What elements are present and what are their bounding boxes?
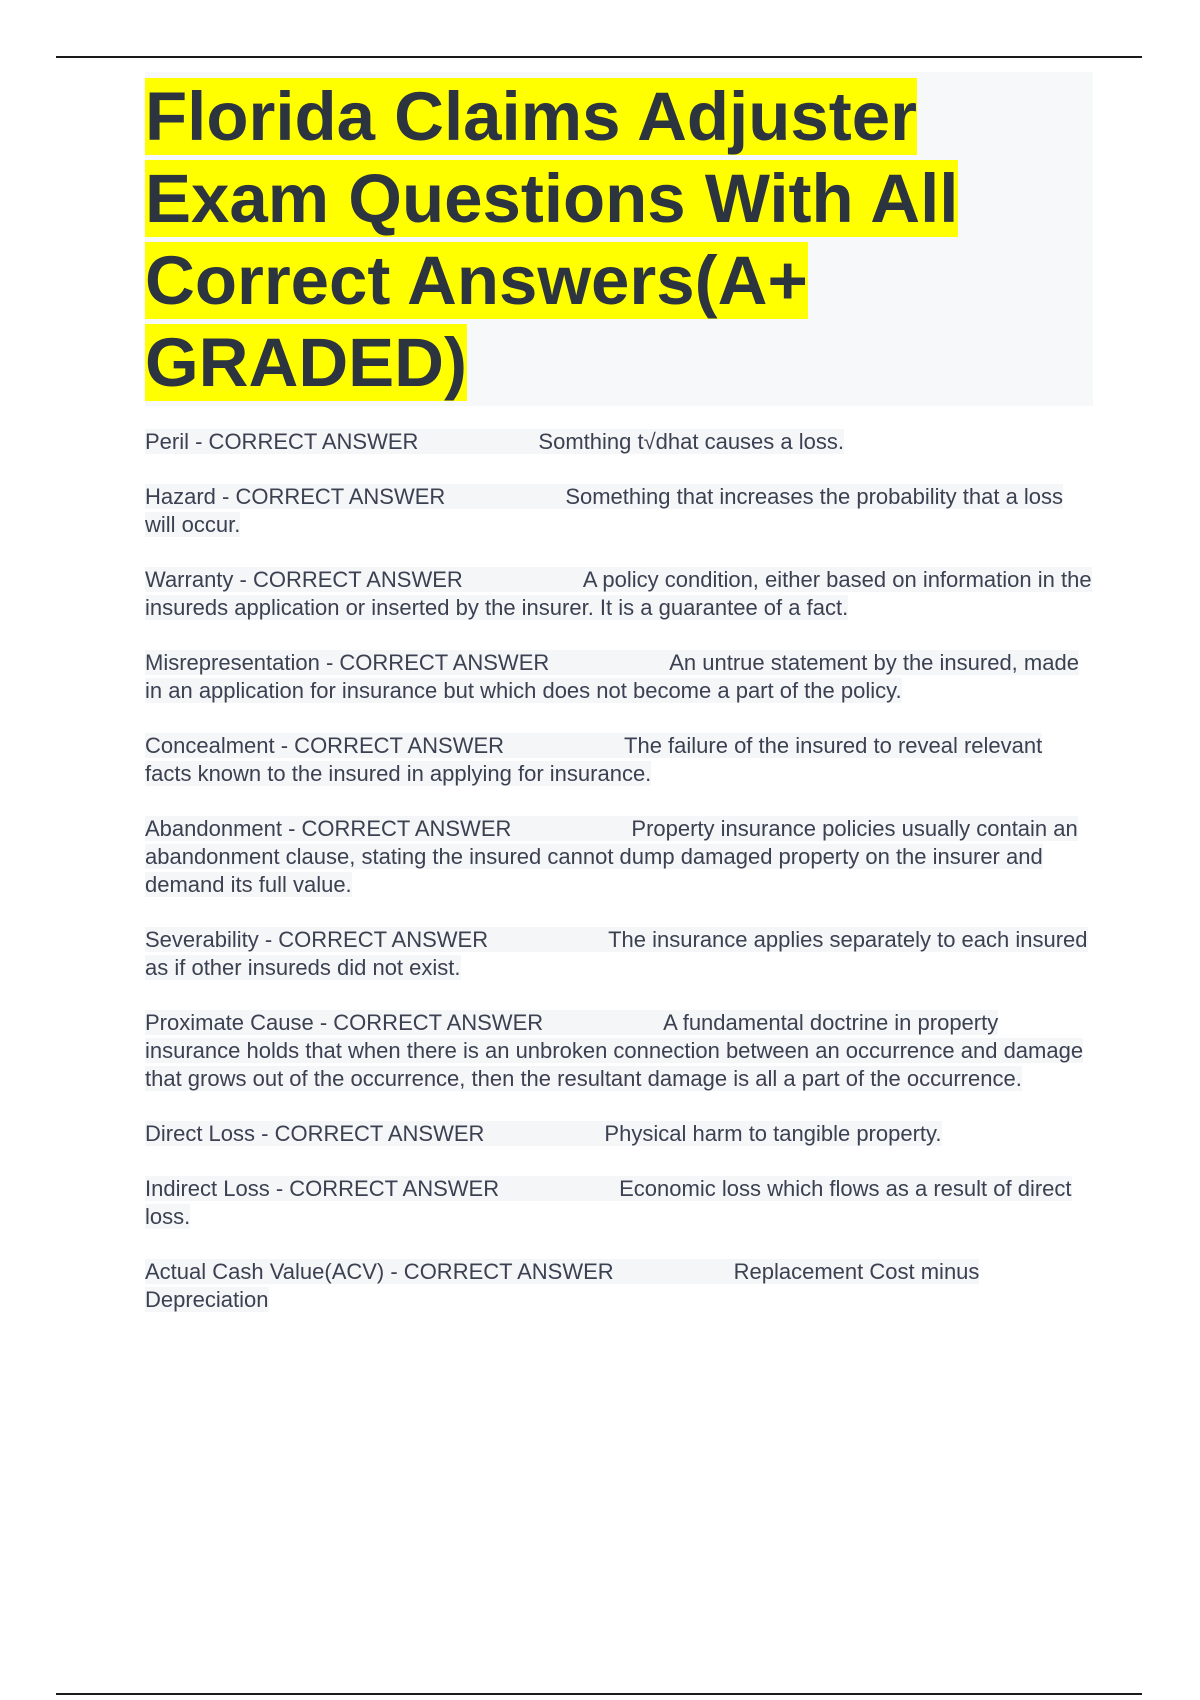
qa-item-misrepresentation <box>145 649 1093 705</box>
qa-answer: An untrue statement by the insured, made in an application for insurance but which does not become a part of the policy. <box>145 650 1079 703</box>
qa-item-warranty <box>145 566 1093 622</box>
qa-answer: Something that increases the probability that a loss will occur. <box>145 484 1064 537</box>
qa-item-direct-loss <box>145 1120 1093 1148</box>
qa-term: Indirect Loss - CORRECT ANSWER <box>145 1176 500 1201</box>
qa-item-concealment <box>145 732 1093 788</box>
qa-term: Severability - CORRECT ANSWER <box>145 927 489 952</box>
qa-answer: Replacement Cost minus Depreciation <box>145 1259 980 1312</box>
qa-term: Proximate Cause - CORRECT ANSWER <box>145 1010 544 1035</box>
document-body <box>145 72 1093 1341</box>
qa-answer: Property insurance policies usually contain an abandonment clause, stating the insured cannot dump damaged property on the insurer and demand its full value. <box>145 816 1078 897</box>
title-block <box>145 72 1093 406</box>
qa-item-hazard <box>145 483 1093 539</box>
qa-answer: Physical harm to tangible property. <box>604 1121 942 1146</box>
qa-term: Misrepresentation - CORRECT ANSWER <box>145 650 550 675</box>
qa-answer: A fundamental doctrine in property insurance holds that when there is an unbroken connection between an occurrence and damage that grows out of the occurrence, then the resultant damage is all a part of the occurrence. <box>145 1010 1084 1091</box>
qa-term: Direct Loss - CORRECT ANSWER <box>145 1121 485 1146</box>
qa-term: Concealment - CORRECT ANSWER <box>145 733 505 758</box>
qa-term: Hazard - CORRECT ANSWER <box>145 484 446 509</box>
document-title <box>145 76 1093 404</box>
qa-answer: Economic loss which flows as a result of direct loss. <box>145 1176 1072 1229</box>
qa-item-severability <box>145 926 1093 982</box>
qa-term: Actual Cash Value(ACV) - CORRECT ANSWER <box>145 1259 614 1284</box>
qa-term: Warranty - CORRECT ANSWER <box>145 567 463 592</box>
qa-term: Peril - CORRECT ANSWER <box>145 429 419 454</box>
qa-item-proximate-cause <box>145 1009 1093 1093</box>
qa-answer: The insurance applies separately to each insured as if other insureds did not exist. <box>145 927 1088 980</box>
qa-item-peril <box>145 428 1093 456</box>
qa-item-indirect-loss <box>145 1175 1093 1231</box>
bottom-rule <box>56 1693 1142 1695</box>
top-rule <box>56 56 1142 58</box>
qa-item-actual-cash-value <box>145 1258 1093 1314</box>
qa-item-abandonment <box>145 815 1093 899</box>
qa-term: Abandonment - CORRECT ANSWER <box>145 816 512 841</box>
qa-answer: The failure of the insured to reveal relevant facts known to the insured in applying for insurance. <box>145 733 1043 786</box>
title-highlight: Florida Claims Adjuster Exam Questions With All Correct Answers(A+ GRADED) <box>145 78 959 401</box>
qa-answer: A policy condition, either based on information in the insureds application or inserted by the insurer. It is a guarantee of a fact. <box>145 567 1092 620</box>
qa-list <box>145 428 1093 1314</box>
qa-answer: Somthing t√dhat causes a loss. <box>538 429 844 454</box>
